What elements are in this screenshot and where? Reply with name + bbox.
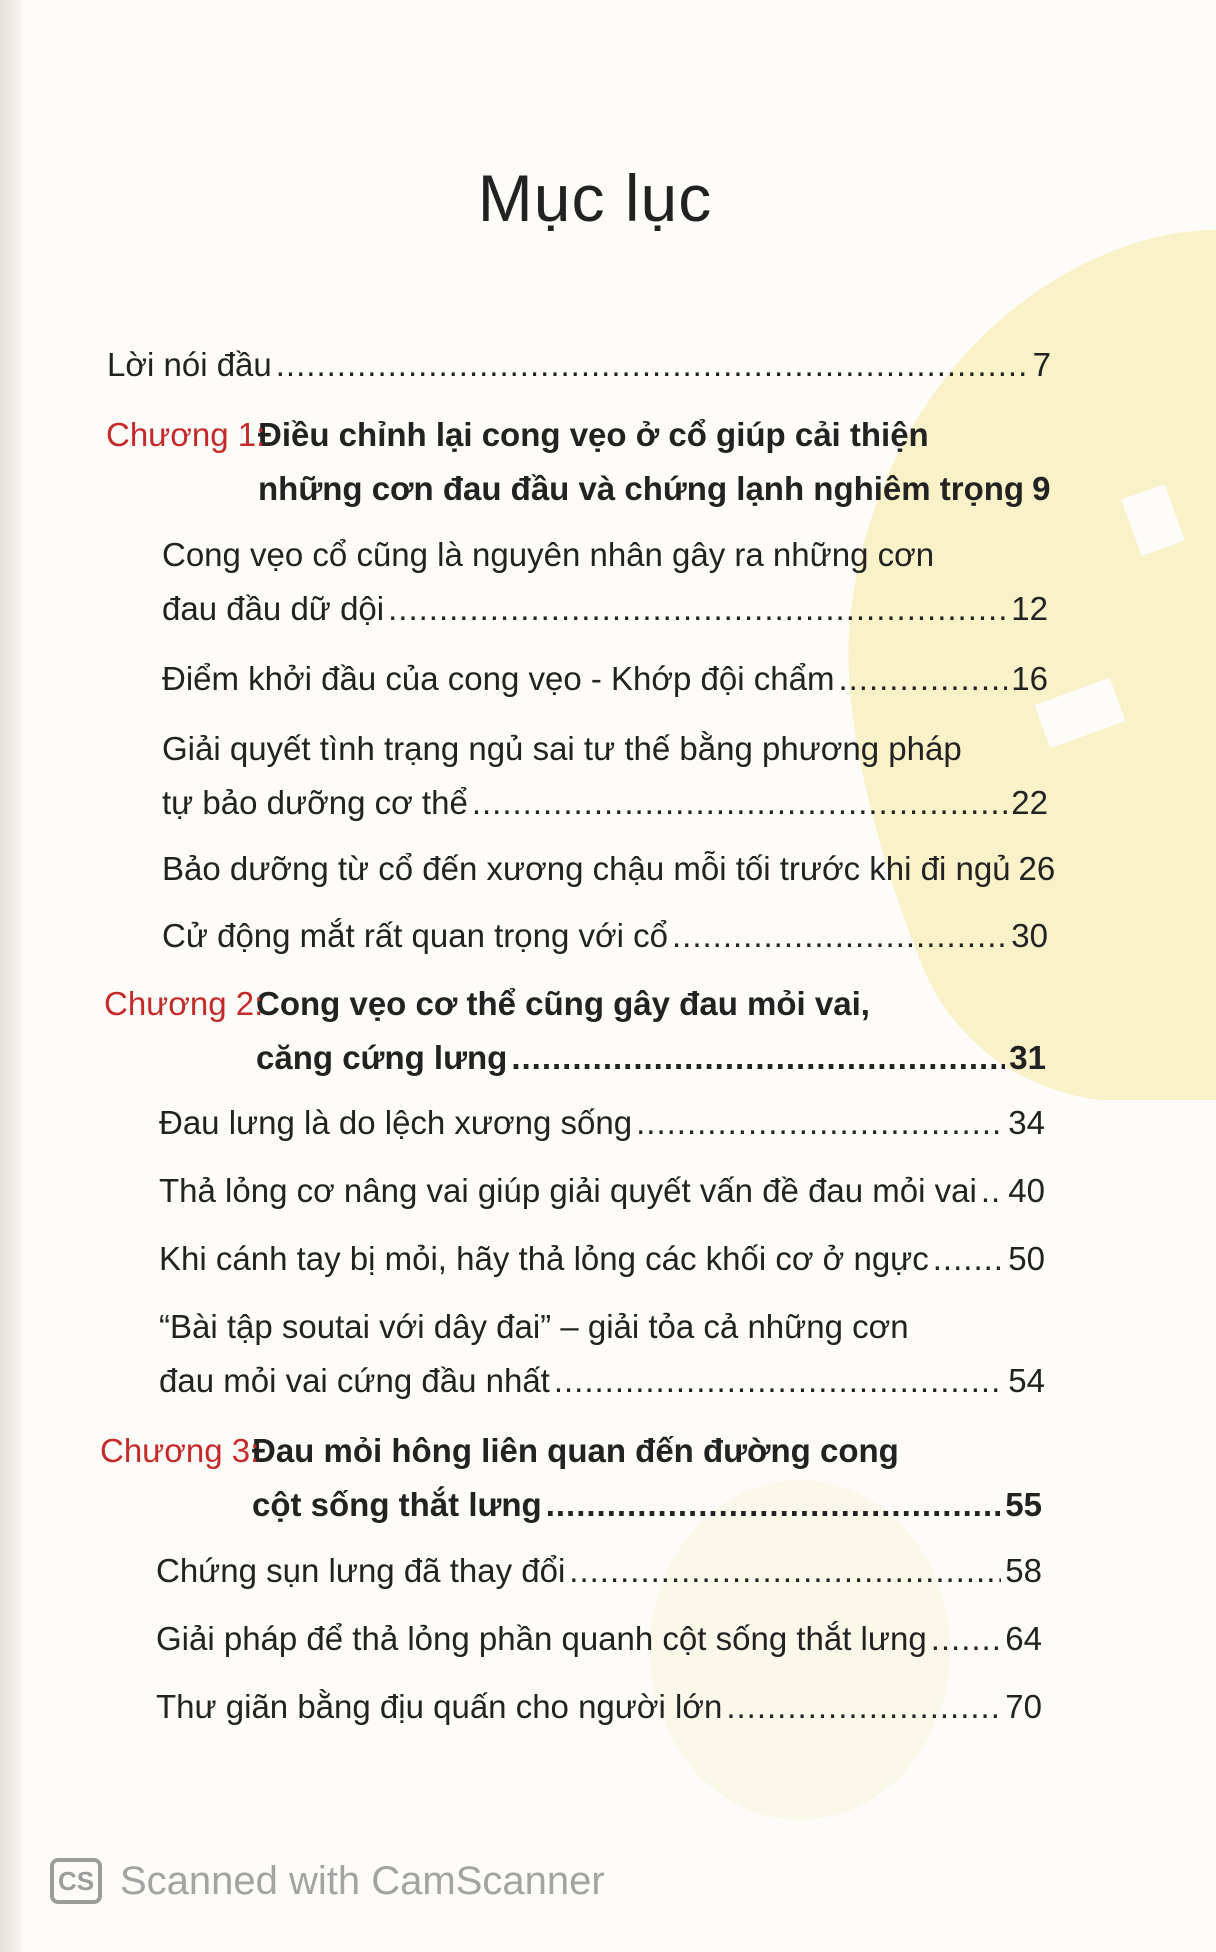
leader-dots [933, 1232, 1005, 1286]
section-title: Giải pháp để thả lỏng phần quanh cột sống thắt lưng [156, 1620, 927, 1657]
leader-dots [981, 1164, 1004, 1218]
leader-dots [838, 652, 1007, 706]
section-title-line2: đau đầu dữ dội [162, 590, 385, 627]
camscanner-logo-icon: CS [50, 1858, 102, 1904]
chapter-label: Chương 2: [104, 985, 264, 1022]
leader-dots [931, 1612, 1002, 1666]
section-title: Khi cánh tay bị mỏi, hãy thả lỏng các khối cơ ở ngực [159, 1240, 929, 1277]
page-number: 34 [1008, 1104, 1045, 1141]
chapter-title-line2: những cơn đau đầu và chứng lạnh nghiêm trọng [258, 470, 1025, 507]
toc-chapter-1[interactable] [106, 408, 1051, 516]
toc-section[interactable] [156, 1544, 1042, 1598]
page-number: 22 [1011, 784, 1048, 821]
leader-dots [472, 776, 1007, 830]
page-number: 40 [1008, 1172, 1045, 1209]
watermark-text: Scanned with CamScanner [120, 1858, 605, 1903]
page-number: 12 [1011, 590, 1048, 627]
leader-dots [554, 1354, 1004, 1408]
page-number: 55 [1005, 1486, 1042, 1523]
leader-dots [672, 909, 1007, 963]
page-number: 26 [1018, 850, 1056, 887]
toc-section[interactable] [156, 1680, 1042, 1734]
section-title-line1: Cong vẹo cổ cũng là nguyên nhân gây ra những cơn [162, 536, 935, 573]
leader-dots [511, 1031, 1005, 1085]
chapter-title-line1: Cong vẹo cơ thể cũng gây đau mỏi vai, [256, 985, 870, 1022]
chapter-title-line2: cột sống thắt lưng [252, 1486, 542, 1523]
page-number: 31 [1009, 1039, 1046, 1076]
toc-chapter-3[interactable] [100, 1424, 1042, 1532]
leader-dots [636, 1096, 1004, 1150]
toc-section[interactable] [156, 1612, 1042, 1666]
section-title: Bảo dưỡng từ cổ đến xương chậu mỗi tối trước khi đi ngủ [162, 850, 1011, 887]
camscanner-watermark [50, 1858, 605, 1904]
leader-dots [726, 1680, 1001, 1734]
section-title-line2: tự bảo dưỡng cơ thể [162, 784, 468, 821]
section-title: Điểm khởi đầu của cong vẹo - Khớp đội chẩm [162, 660, 835, 697]
toc-section[interactable] [159, 1300, 1045, 1408]
section-title-line1: Giải quyết tình trạng ngủ sai tư thế bằng phương pháp [162, 730, 962, 767]
chapter-title-line1: Điều chỉnh lại cong vẹo ở cổ giúp cải thiện [258, 416, 929, 453]
toc-preface[interactable] [107, 338, 1051, 392]
page-number: 58 [1005, 1552, 1042, 1589]
toc-section[interactable] [162, 528, 1048, 636]
page-number: 50 [1008, 1240, 1045, 1277]
toc-chapter-2[interactable] [104, 977, 1046, 1085]
page-number: 64 [1005, 1620, 1042, 1657]
chapter-label: Chương 1: [106, 416, 266, 453]
toc-section[interactable] [162, 909, 1048, 963]
section-title-line2: đau mỏi vai cứng đầu nhất [159, 1362, 550, 1399]
section-title: Chứng sụn lưng đã thay đổi [156, 1552, 566, 1589]
toc-section[interactable] [159, 1096, 1045, 1150]
page-number: 54 [1008, 1362, 1045, 1399]
page-title: Mục lục [477, 161, 713, 235]
section-title-line1: “Bài tập soutai với dây đai” – giải tỏa cả những cơn [159, 1308, 909, 1345]
chapter-title-line1: Đau mỏi hông liên quan đến đường cong [252, 1432, 899, 1469]
leader-dots [569, 1544, 1001, 1598]
page-number: 70 [1005, 1688, 1042, 1725]
section-title: Cử động mắt rất quan trọng với cổ [162, 917, 668, 954]
page-number: 30 [1011, 917, 1048, 954]
toc-section[interactable] [162, 652, 1048, 706]
chapter-title-line2: căng cứng lưng [256, 1039, 508, 1076]
page-number: 7 [1032, 346, 1051, 383]
toc-preface-text: Lời nói đầu [107, 346, 272, 383]
toc-section[interactable] [159, 1232, 1045, 1286]
toc-section[interactable] [159, 1164, 1045, 1218]
toc-section[interactable] [162, 842, 1056, 896]
leader-dots [276, 338, 1029, 392]
toc-section[interactable] [162, 722, 1048, 830]
page-number: 9 [1032, 470, 1051, 507]
chapter-label: Chương 3: [100, 1432, 260, 1469]
section-title: Thư giãn bằng địu quấn cho người lớn [156, 1688, 723, 1725]
section-title: Thả lỏng cơ nâng vai giúp giải quyết vấn đề đau mỏi vai [159, 1172, 977, 1209]
leader-dots [546, 1478, 1002, 1532]
page-number: 16 [1011, 660, 1048, 697]
leader-dots [388, 582, 1007, 636]
section-title: Đau lưng là do lệch xương sống [159, 1104, 633, 1141]
